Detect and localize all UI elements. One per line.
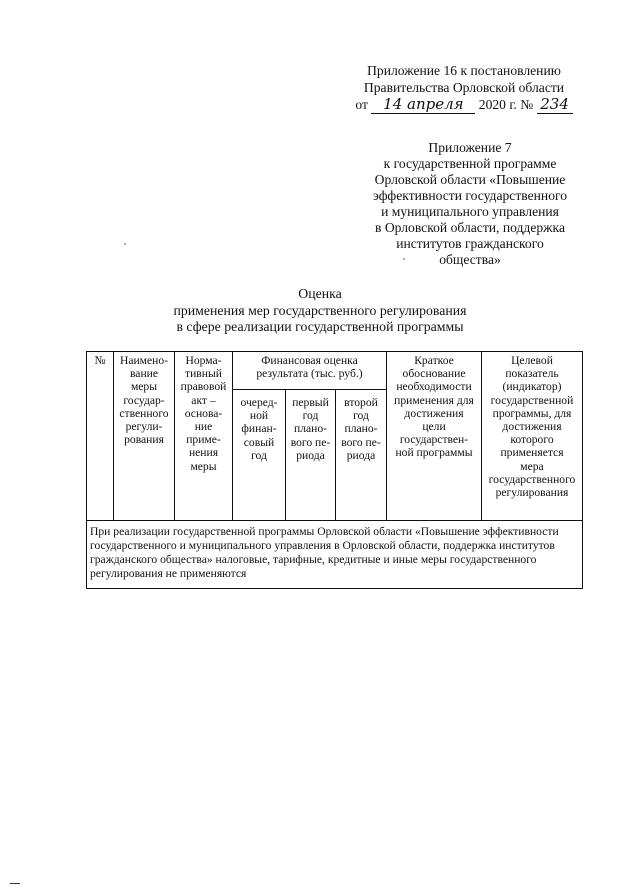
- handwritten-number: 234: [537, 96, 573, 114]
- col-header-current-year: очеред- ной финан- совый год: [233, 390, 286, 521]
- col-header-num: №: [87, 352, 114, 521]
- table-note: При реализации государственной программы Орловской области «Повышение эффективности государственного и муниципального управления в Орловской области, поддержка институтов гражданского общества» налоговые, тарифные, кредитные и иные меры государственного регулирования не применяются: [87, 521, 583, 589]
- appendix16-line2: Правительства Орловской области: [363, 80, 565, 95]
- title-line: применения мер государственного регулирования: [173, 302, 467, 318]
- scan-speck: [403, 258, 405, 260]
- title-line: Оценка: [298, 286, 342, 301]
- appendix7-line: эффективности государственного: [372, 188, 568, 203]
- title-line: в сфере реализации государственной программы: [176, 319, 464, 334]
- appendix7-block: [350, 140, 590, 268]
- handwritten-date: 14 апреля: [371, 96, 475, 114]
- col-header-first-planned-year: первый год плано- вого пе- риода: [286, 390, 336, 521]
- year-label: 2020 г. №: [478, 97, 534, 112]
- appendix16-date-row: [330, 96, 598, 114]
- regulation-table: [86, 351, 583, 589]
- col-header-justification: Краткое обоснование необходимости применения для достижения цели государствен- ной программы: [387, 352, 482, 521]
- from-label: от: [355, 97, 368, 112]
- col-header-second-planned-year: второй год плано- вого пе- риода: [336, 390, 387, 521]
- appendix7-line: Орловской области «Повышение: [374, 172, 566, 187]
- col-header-measure-name: Наимено- вание меры государ- ственного регули- рования: [114, 352, 175, 521]
- appendix7-line: в Орловской области, поддержка: [375, 220, 565, 235]
- col-header-target-indicator: Целевой показатель (индикатор) государственной программы, для достижения которого применяется мера государственного регулирования: [482, 352, 583, 521]
- appendix16-block: [330, 62, 598, 114]
- col-header-legal-act: Норма- тивный правовой акт – основа- ние приме- нения меры: [175, 352, 233, 521]
- scan-speck: [124, 243, 126, 245]
- document-title: [150, 286, 490, 336]
- col-header-financial-assessment: Финансовая оценка результата (тыс. руб.): [233, 352, 387, 390]
- appendix16-line1: Приложение 16 к постановлению: [367, 63, 561, 78]
- edge-mark: [10, 883, 20, 884]
- appendix7-line: к государственной программе: [383, 156, 557, 171]
- appendix7-line: Приложение 7: [428, 140, 512, 155]
- appendix7-line: и муниципального управления: [381, 204, 559, 219]
- appendix7-line: общества»: [439, 252, 501, 267]
- appendix7-line: институтов гражданского: [396, 236, 544, 251]
